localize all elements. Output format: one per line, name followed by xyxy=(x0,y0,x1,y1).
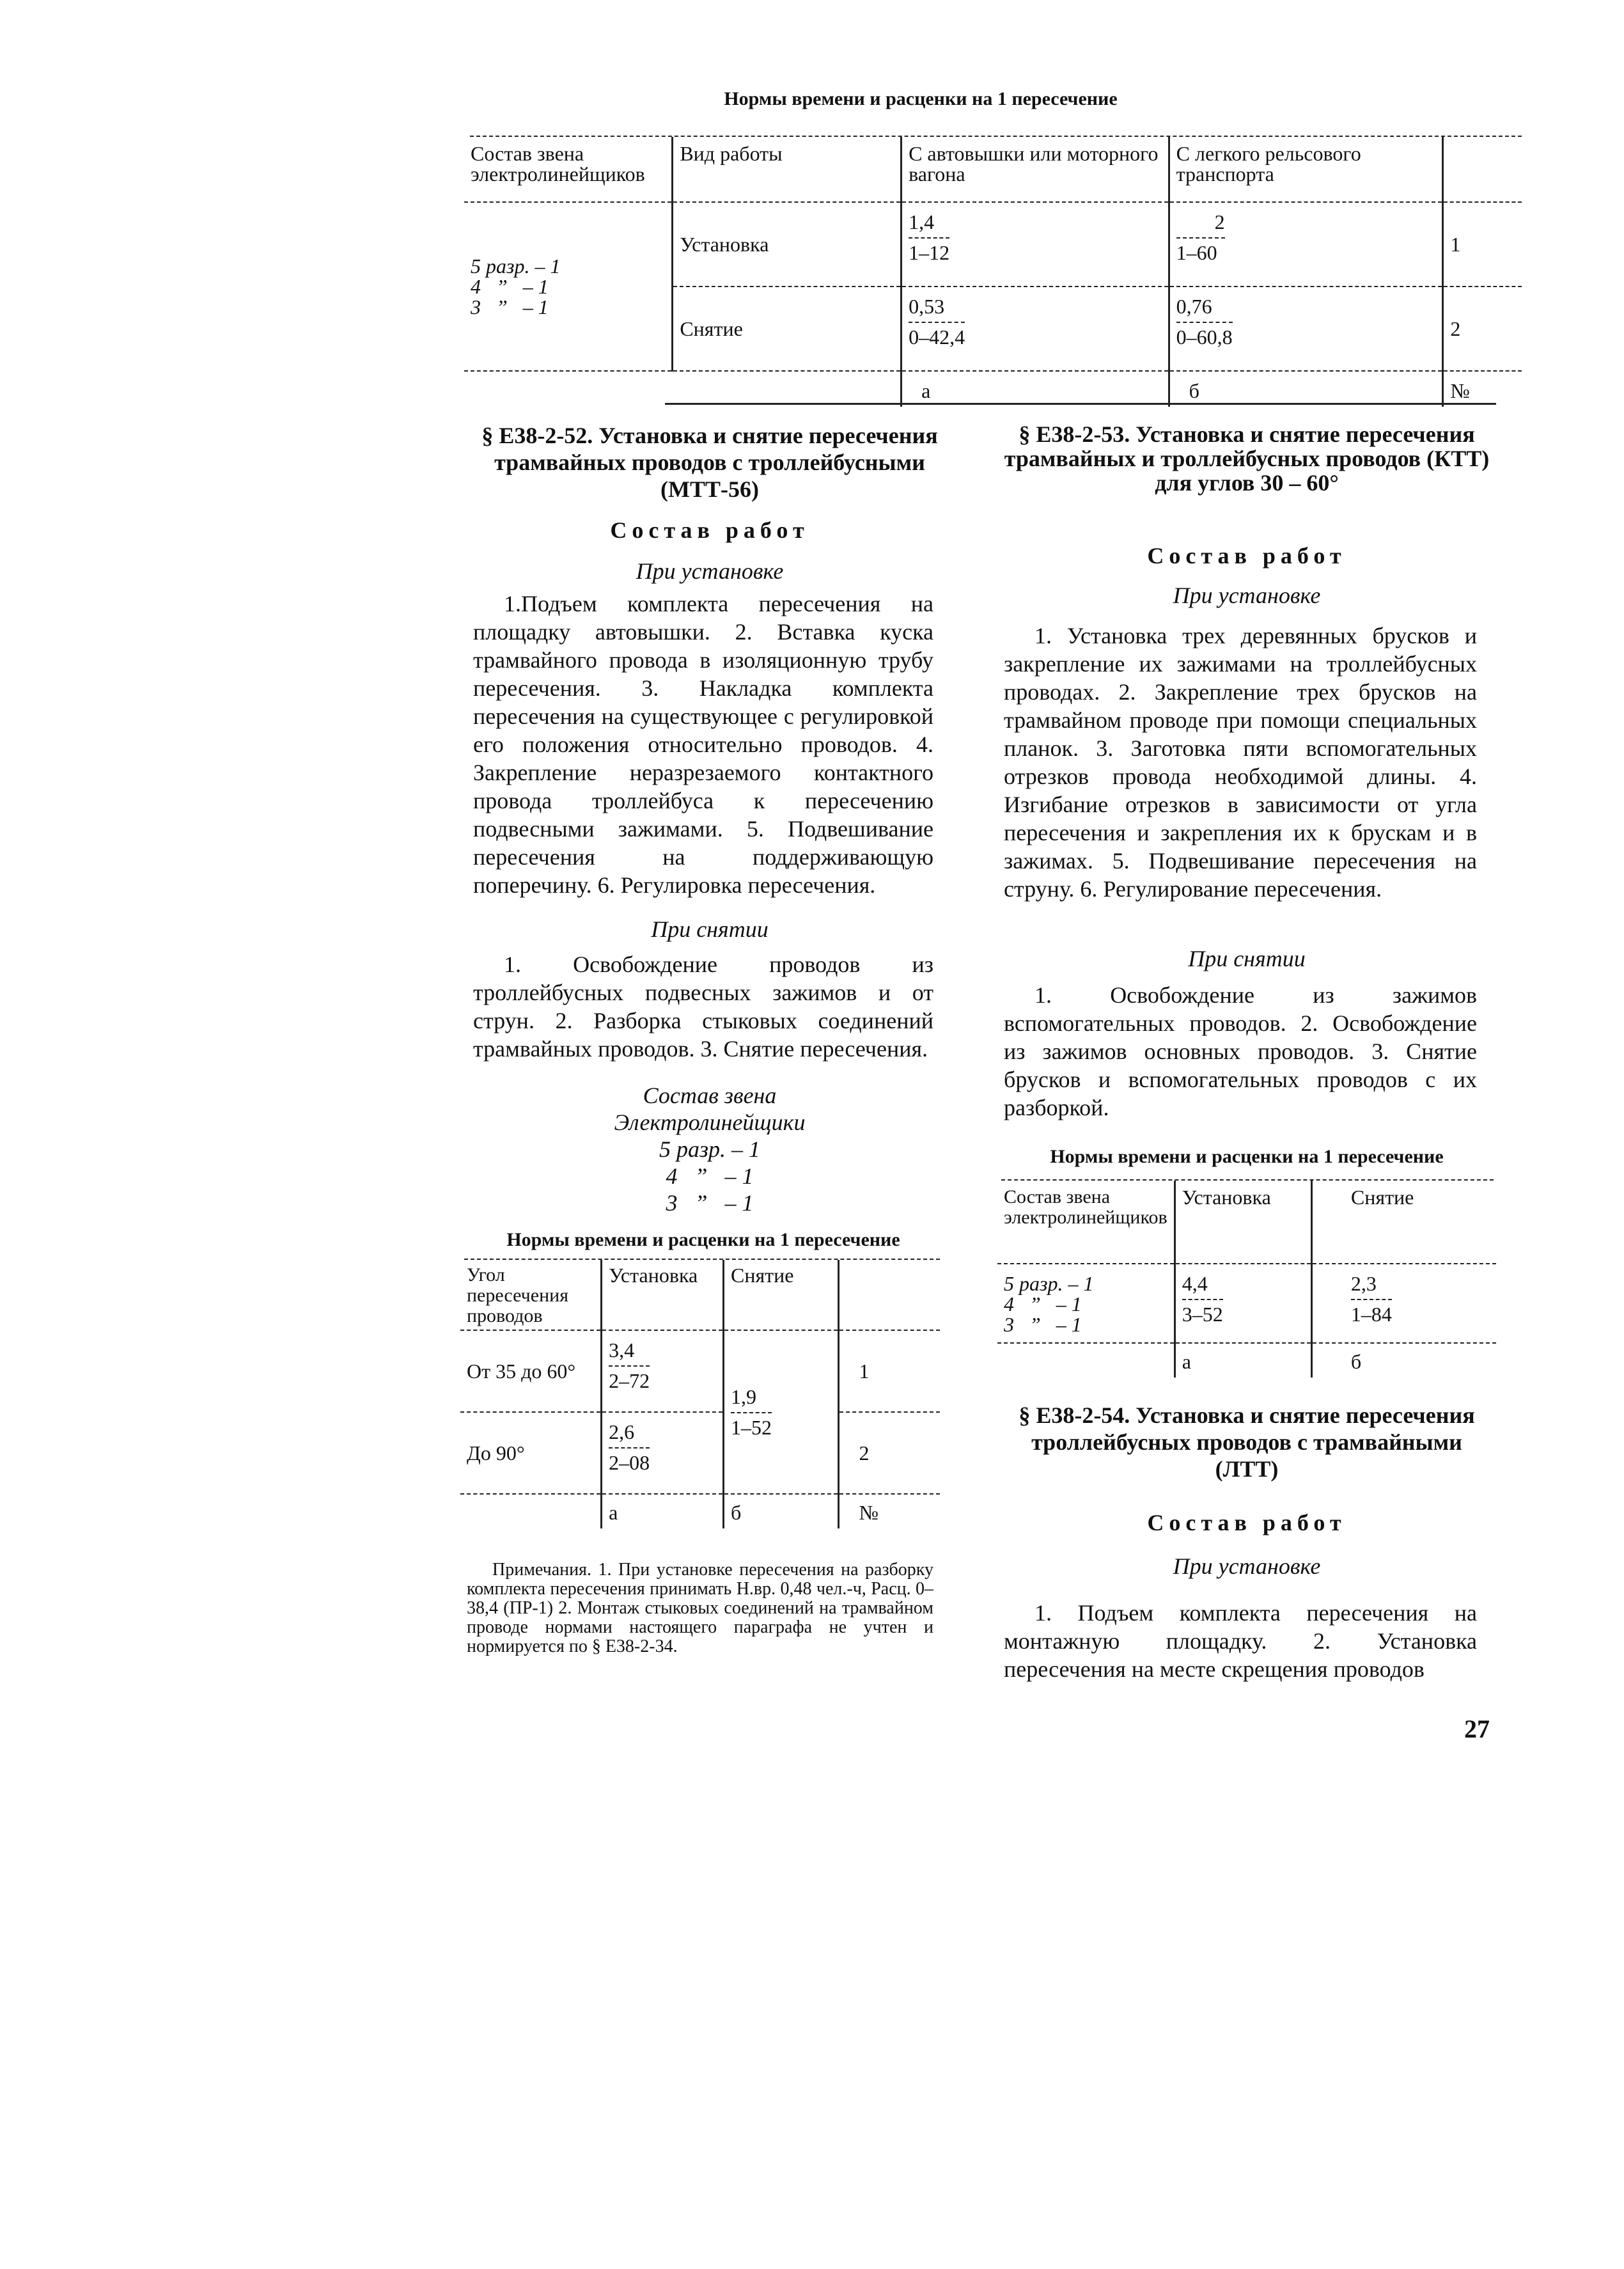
rate: 1–84 xyxy=(1351,1299,1392,1324)
column-letter: б xyxy=(723,1494,838,1528)
time-norm: 2,3 xyxy=(1350,1272,1377,1295)
col-header-install: Установка xyxy=(1175,1181,1311,1264)
norm-cell xyxy=(1175,1264,1311,1343)
remove-steps-52: 1. Освобождение проводов из троллейбусных подвесных зажимов и от струн. 2. Разборка стыковых соединений трамвайных проводов. 3. Снятие пересечения. xyxy=(473,952,933,1062)
row-number: 2 xyxy=(859,1441,870,1464)
section-heading: Состав работ xyxy=(1147,1510,1347,1535)
subheading-remove: При снятии xyxy=(651,916,769,942)
crew-line: 5 разр. – 1 xyxy=(1004,1272,1094,1295)
column-letter: а xyxy=(1175,1343,1311,1378)
col-header-a: С автовышки или моторного вагона xyxy=(902,137,1169,202)
column-letter: а xyxy=(602,1494,724,1528)
row-number: 2 xyxy=(1450,317,1461,340)
crew-line: 3 ” – 1 xyxy=(1004,1313,1082,1336)
section-heading: Состав работ xyxy=(1147,543,1347,569)
table-caption: Нормы времени и расценки на 1 пересечение xyxy=(506,1229,900,1250)
crew-line: 3 ” – 1 xyxy=(666,1190,754,1216)
rate: 0–42,4 xyxy=(909,322,965,347)
rate: 2–08 xyxy=(609,1447,650,1473)
crew-cell xyxy=(997,1264,1175,1343)
subheading-install: При установке xyxy=(636,558,784,584)
section-title-54: § Е38-2-54. Установка и снятие пересечения троллейбусных проводов с трамвайными (ЛТТ) xyxy=(1019,1402,1475,1482)
col-header-work: Вид работы xyxy=(673,137,902,202)
angle-cell: До 90° xyxy=(460,1412,602,1494)
time-norm: 4,4 xyxy=(1182,1272,1208,1295)
top-norms-table xyxy=(464,137,1522,407)
crew-subtitle: Электролинейщики xyxy=(614,1110,806,1135)
col-header-remove: Снятие xyxy=(723,1260,838,1330)
crew-line: 4 ” – 1 xyxy=(471,275,549,298)
time-norm: 0,53 xyxy=(909,295,945,318)
norm-cell xyxy=(602,1412,724,1494)
row-number: 1 xyxy=(859,1360,870,1383)
subheading-remove: При снятии xyxy=(1188,946,1306,971)
column-letter: № xyxy=(859,1501,878,1524)
section-heading: Состав работ xyxy=(610,517,809,543)
column-letter: б xyxy=(1350,1350,1362,1373)
norm-cell xyxy=(902,287,1169,371)
work-type-cell: Установка xyxy=(673,202,902,287)
column-letter: № xyxy=(1450,379,1470,402)
subheading-install: При установке xyxy=(1173,1553,1321,1579)
crew-cell xyxy=(464,202,673,371)
col-header-remove: Снятие xyxy=(1350,1186,1414,1209)
crew-norms-table xyxy=(997,1181,1496,1378)
time-norm: 2,6 xyxy=(609,1420,635,1443)
column-letter: б xyxy=(1169,371,1443,407)
col-header-no xyxy=(1443,137,1522,202)
col-header-b: С легкого рельсового транспорта xyxy=(1169,137,1443,202)
work-type-cell: Снятие xyxy=(673,287,902,371)
section-title-53: § Е38-2-53. Установка и снятие пересечения трамвайных и троллейбусных проводов (КТТ) для углов 30 – 60° xyxy=(1004,421,1490,496)
page-number: 27 xyxy=(1464,1715,1490,1743)
rate: 2–72 xyxy=(609,1365,650,1391)
column-letter: а xyxy=(902,371,1169,407)
angle-norms-table xyxy=(460,1260,940,1528)
time-norm: 0,76 xyxy=(1176,295,1212,318)
norm-cell xyxy=(723,1330,838,1494)
section-title-52: § Е38-2-52. Установка и снятие пересечения трамвайных проводов с троллейбусными (МТТ-56) xyxy=(481,423,938,502)
time-norm: 1,4 xyxy=(909,210,935,233)
table-caption: Нормы времени и расценки на 1 пересечение xyxy=(1050,1146,1444,1167)
remove-steps-53: 1. Освобождение из зажимов вспомогательных проводов. 2. Освобождение из зажимов основных проводов. 3. Снятие брусков и вспомогательных проводов с их разборкой. xyxy=(1004,982,1477,1120)
crew-title: Состав звена xyxy=(643,1083,777,1108)
time-norm: 2 xyxy=(1214,210,1225,233)
crew-line: 5 разр. – 1 xyxy=(471,255,561,278)
rate: 1–12 xyxy=(909,237,949,263)
crew-line: 5 разр. – 1 xyxy=(659,1136,761,1162)
install-steps-53: 1. Установка трех деревянных брусков и закрепление их зажимами на троллейбусных проводах. 2. Закрепление трех брусков на трамвайном проводе при помощи специальных планок. 3. Заготовка пяти вспомогательных отрезков провода необходимой длины. 4. Изгибание отрезков в зависимости от угла пересечения и закрепления их к брускам и в зажимах. 5. Подвешивание пересечения на струну. 6. Регулирование пересечения. xyxy=(1004,623,1477,902)
angle-cell: От 35 до 60° xyxy=(460,1330,602,1412)
top-table-bottom-rule xyxy=(665,403,1496,405)
crew-line: 4 ” – 1 xyxy=(666,1163,754,1189)
crew-block xyxy=(473,1082,946,1216)
crew-line: 3 ” – 1 xyxy=(471,295,549,318)
footnote-52: Примечания. 1. При установке пересечения на разборку комплекта пересечения принимать Н.вр. 0,48 чел.-ч, Расц. 0–38,4 (ПР-1) 2. Монтаж стыковых соединений на трамвайном проводе нормами настоящего параграфа не учтен и нормируется по § Е38-2-34. xyxy=(467,1560,933,1656)
install-steps-52: 1.Подъем комплекта пересечения на площадку автовышки. 2. Вставка куска трамвайного провода в изоляционную трубу пересечения. 3. Накладка комплекта пересечения на существующее с регулировкой его положения относительно проводов. 4. Закрепление неразрезаемого контактного провода троллейбуса к пересечению подвесными зажимами. 5. Подвешивание пересечения на поддерживающую поперечину. 6. Регулировка пересечения. xyxy=(473,591,933,898)
subheading-install: При установке xyxy=(1173,583,1321,608)
top-table-caption: Нормы времени и расценки на 1 пересечение xyxy=(724,88,1118,109)
norm-cell xyxy=(902,202,1169,287)
norm-cell xyxy=(1169,202,1443,287)
norm-cell xyxy=(1169,287,1443,371)
col-header-angle: Угол пересечения проводов xyxy=(460,1260,602,1330)
col-header-install: Установка xyxy=(602,1260,724,1330)
rate: 0–60,8 xyxy=(1176,322,1233,347)
norm-cell xyxy=(1311,1264,1496,1343)
rate: 1–52 xyxy=(731,1412,772,1438)
time-norm: 3,4 xyxy=(609,1339,635,1362)
row-number: 1 xyxy=(1450,233,1461,256)
time-norm: 1,9 xyxy=(730,1385,756,1408)
install-steps-54: 1. Подъем комплекта пересечения на монтажную площадку. 2. Установка пересечения на месте скрещения проводов xyxy=(1004,1600,1477,1682)
norm-cell xyxy=(602,1330,724,1412)
rate: 3–52 xyxy=(1182,1299,1223,1324)
col-header-crew: Состав звена электролинейщиков xyxy=(464,137,673,202)
crew-line: 4 ” – 1 xyxy=(1004,1292,1082,1315)
col-header-no xyxy=(839,1260,940,1330)
rate: 1–60 xyxy=(1176,237,1225,263)
col-header-crew: Состав звена электролинейщиков xyxy=(997,1181,1175,1264)
